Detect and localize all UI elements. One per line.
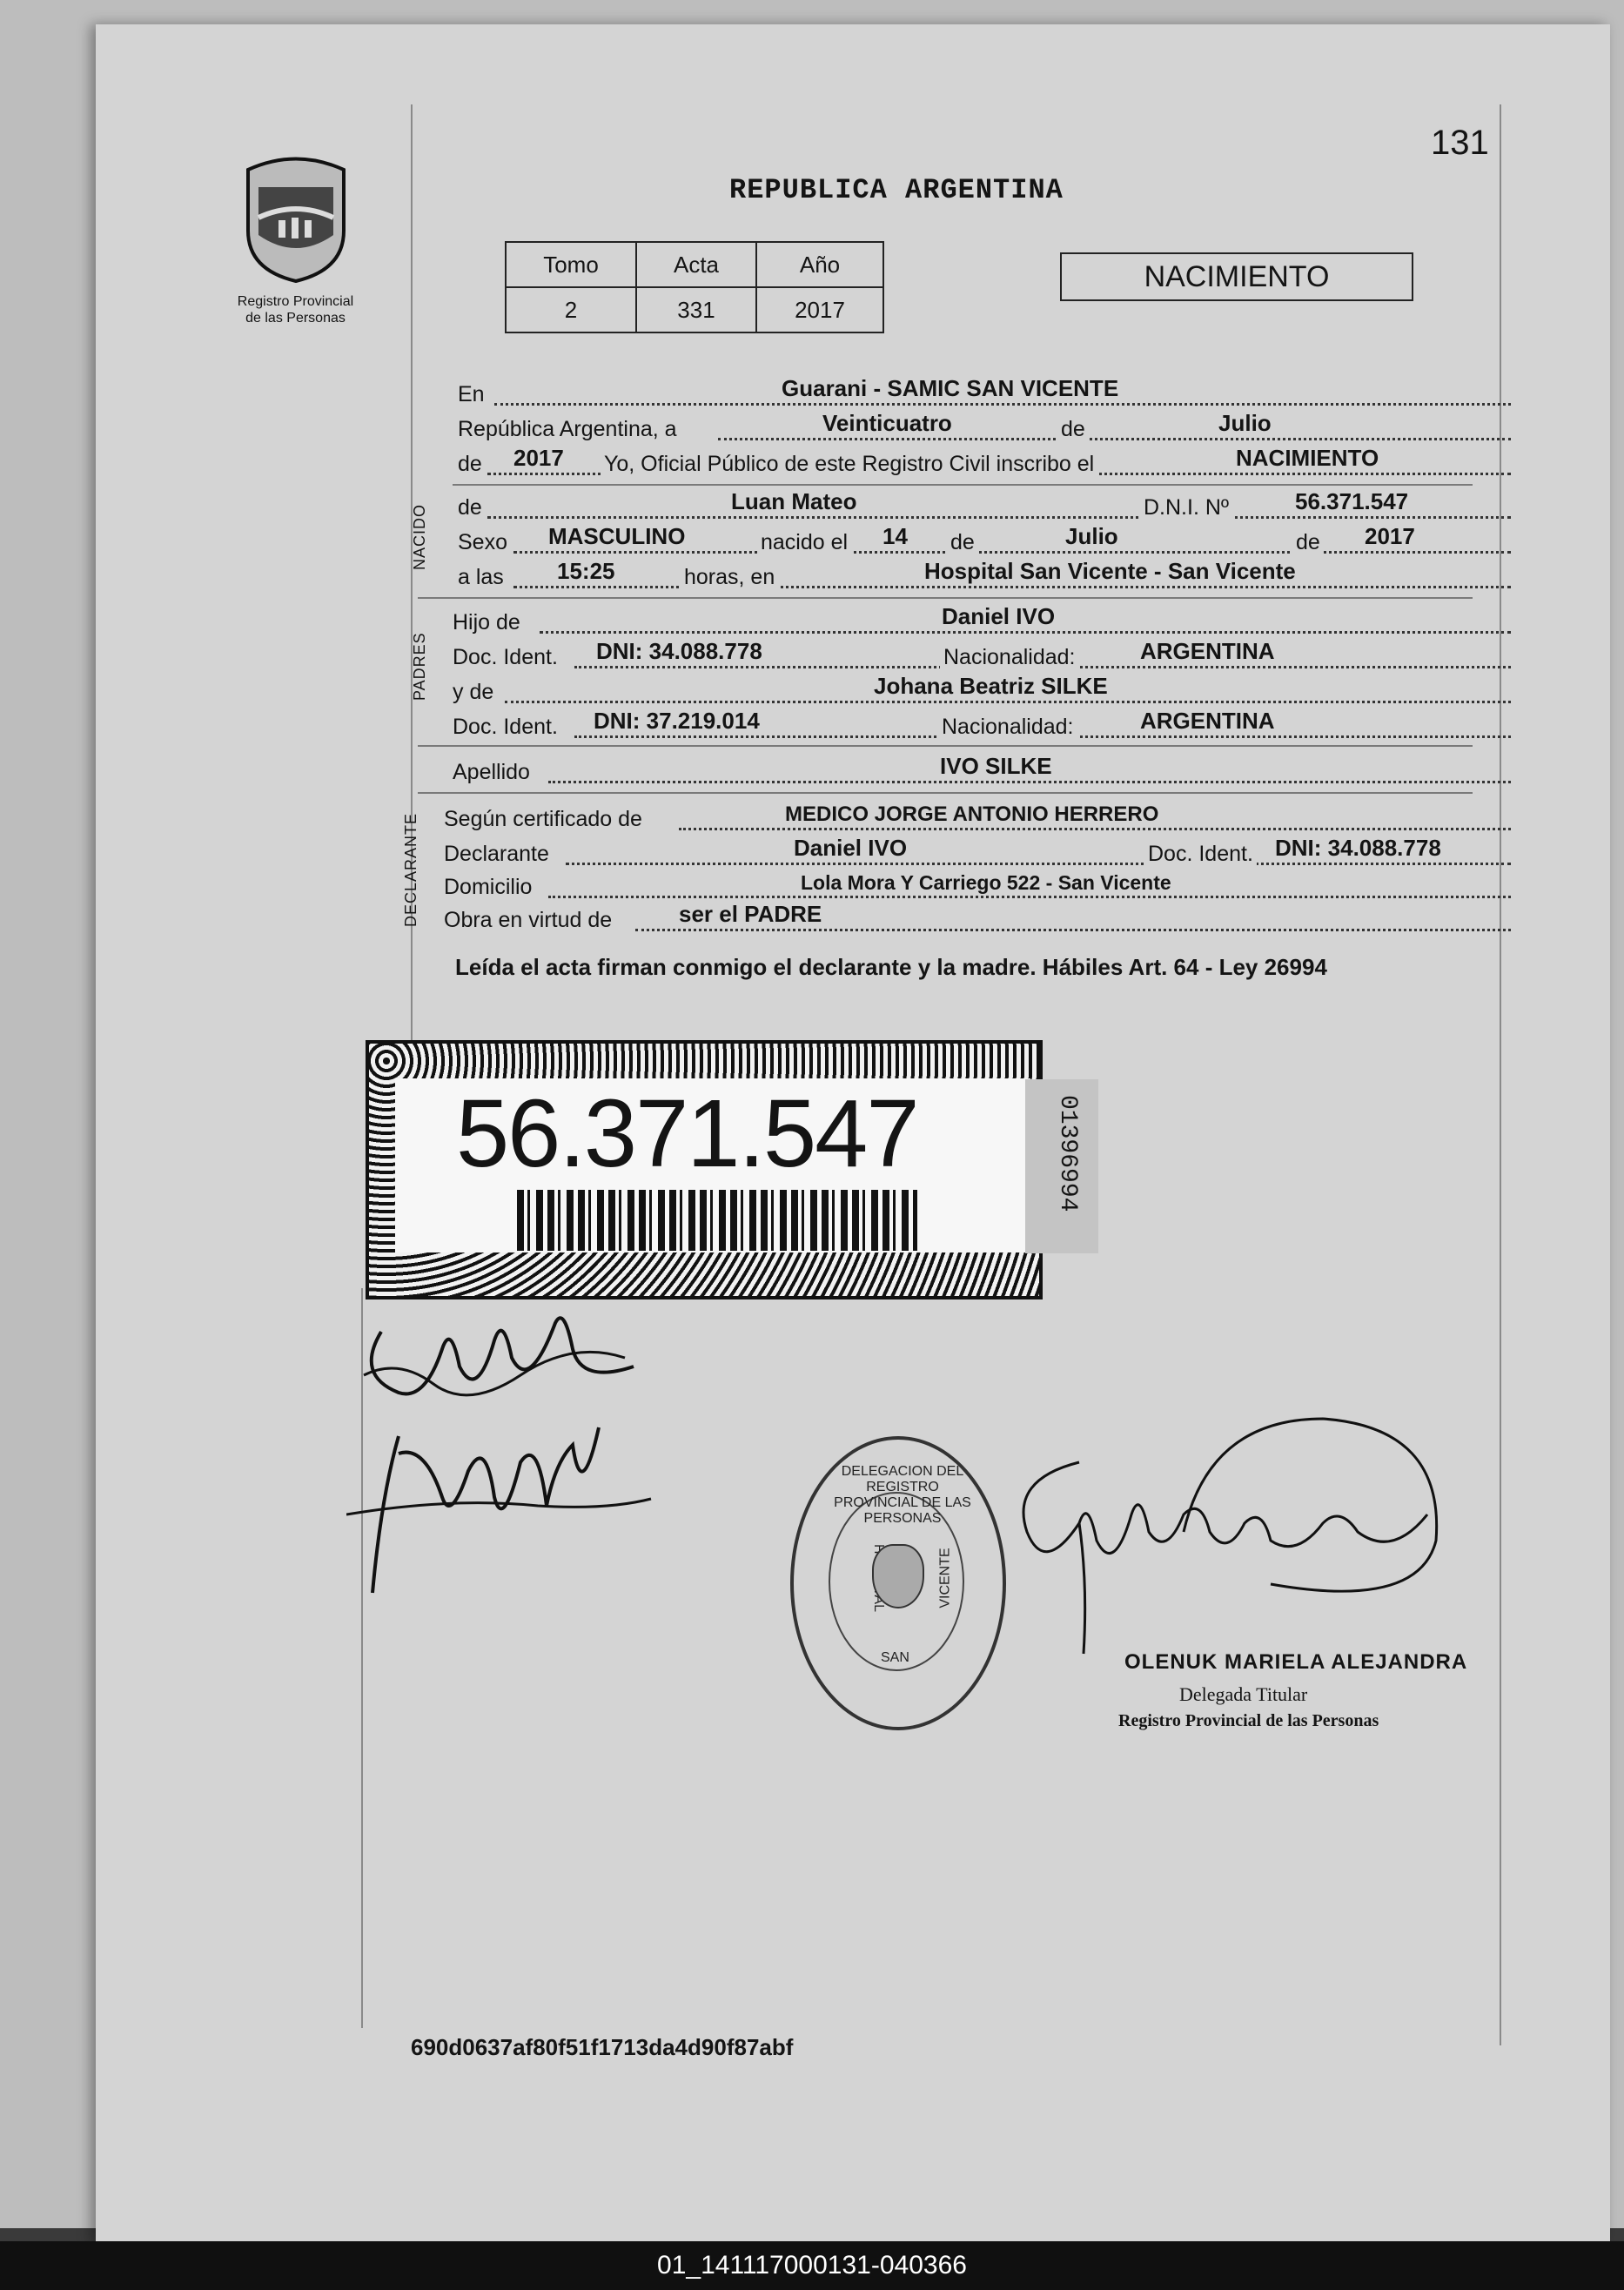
tomo-value: 2	[506, 287, 636, 332]
dotted-leader	[494, 403, 1511, 406]
certificado-value: MEDICO JORGE ANTONIO HERRERO	[785, 803, 1159, 826]
anio-header: Año	[756, 242, 883, 287]
sticker-side-code: 01396994	[1054, 1095, 1081, 1212]
father-nationality: ARGENTINA	[1140, 638, 1275, 664]
de5-label: de	[1292, 530, 1324, 555]
mother-name: Johana Beatriz SILKE	[874, 673, 1108, 699]
row-obra	[444, 900, 1520, 935]
document-title: REPUBLICA ARGENTINA	[729, 174, 1064, 206]
obra-label: Obra en virtud de	[444, 908, 613, 932]
official-stamp	[790, 1436, 1006, 1730]
dni-sticker-panel	[395, 1078, 1030, 1252]
birth-time: 15:25	[557, 558, 615, 584]
section-divider	[418, 597, 1473, 599]
row-padre	[453, 602, 1520, 637]
de-label: de	[1057, 417, 1089, 442]
dotted-leader	[548, 896, 1511, 898]
book-reference-table	[505, 241, 884, 333]
nacionalidad-label: Nacionalidad:	[938, 715, 1077, 740]
row-republica	[453, 409, 1520, 444]
row-inscribo	[453, 444, 1520, 479]
month-value: Julio	[1218, 410, 1272, 436]
row-apellido	[453, 752, 1520, 787]
dotted-leader	[635, 929, 1511, 931]
inscribe-value: NACIMIENTO	[1236, 445, 1379, 471]
doc-ident-label: Doc. Ident.	[453, 715, 558, 739]
dotted-leader	[487, 516, 1511, 519]
declarante-doc: DNI: 34.088.778	[1275, 835, 1441, 861]
hijo-label: Hijo de	[453, 610, 520, 635]
acta-value: 331	[636, 287, 756, 332]
child-dni: 56.371.547	[1295, 488, 1409, 514]
stamp-inner-right: VICENTE	[937, 1548, 953, 1608]
domicilio-value: Lola Mora Y Carriego 522 - San Vicente	[801, 871, 1171, 894]
stamp-inner-bottom: SAN	[881, 1650, 909, 1665]
alas-label: a las	[458, 565, 504, 589]
sticker-side-tab	[1025, 1079, 1098, 1253]
anio-value: 2017	[756, 287, 883, 332]
birth-month: Julio	[1065, 523, 1118, 549]
stamp-crest-icon	[872, 1544, 924, 1608]
section-divider	[453, 484, 1473, 486]
row-child-name	[453, 487, 1520, 522]
de4-label: de	[947, 530, 978, 555]
row-madre-doc	[453, 707, 1520, 742]
crest-caption	[219, 293, 372, 326]
row-declarante	[444, 834, 1520, 869]
sexo-label: Sexo	[458, 530, 507, 554]
yde-label: y de	[453, 680, 494, 704]
obra-value: ser el PADRE	[679, 901, 822, 927]
official-role: Delegada Titular	[1179, 1683, 1308, 1705]
sexo-value: MASCULINO	[548, 523, 686, 549]
de2-label: de	[458, 452, 482, 476]
dotted-leader	[548, 781, 1511, 783]
section-divider	[418, 745, 1473, 747]
official-name: OLENUK MARIELA ALEJANDRA	[1124, 1650, 1468, 1674]
province-crest	[239, 152, 352, 283]
stamp-ring-text: DELEGACION DEL REGISTRO PROVINCIAL DE LAS PERSONAS	[834, 1464, 971, 1526]
row-certificado	[444, 799, 1520, 834]
page-number: 131	[1431, 124, 1489, 162]
scan-id-footer: 01_141117000131-040366	[0, 2241, 1624, 2290]
official-organization: Registro Provincial de las Personas	[1118, 1711, 1379, 1730]
row-en	[453, 374, 1520, 409]
en-label: En	[458, 382, 485, 406]
nacionalidad-label: Nacionalidad:	[940, 645, 1079, 670]
father-name: Daniel IVO	[942, 603, 1056, 629]
apellido-label: Apellido	[453, 760, 530, 784]
acta-header: Acta	[636, 242, 756, 287]
declarant-signature	[346, 1297, 660, 1610]
dotted-leader	[505, 701, 1511, 703]
segun-label: Según certificado de	[444, 807, 642, 831]
crest-caption-line1: Registro Provincial	[237, 294, 354, 309]
dni-sticker-number: 56.371.547	[456, 1080, 918, 1187]
row-padre-doc	[453, 637, 1520, 672]
day-text: Veinticuatro	[822, 410, 952, 436]
doc-ident-label: Doc. Ident.	[1144, 842, 1257, 867]
row-sexo	[453, 522, 1520, 557]
dotted-leader	[513, 551, 1511, 554]
row-domicilio	[444, 867, 1520, 902]
side-label-nacido: NACIDO	[411, 503, 428, 570]
horas-label: horas, en	[681, 565, 778, 590]
dni-sticker	[366, 1040, 1043, 1299]
dotted-leader	[679, 828, 1511, 830]
row-hora	[453, 557, 1520, 592]
side-label-declarante: DECLARANTE	[402, 812, 419, 927]
father-doc: DNI: 34.088.778	[596, 638, 762, 664]
record-type-box: NACIMIENTO	[1060, 252, 1413, 301]
row-madre	[453, 672, 1520, 707]
apellido-value: IVO SILKE	[940, 753, 1052, 779]
section-divider	[418, 792, 1473, 794]
tomo-header: Tomo	[506, 242, 636, 287]
doc-ident-label: Doc. Ident.	[453, 645, 558, 669]
official-signature	[1010, 1410, 1462, 1671]
document-hash: 690d0637af80f51f1713da4d90f87abf	[411, 2034, 794, 2060]
closing-text: Leída el acta firman conmigo el declarante y la madre. Hábiles Art. 64 - Ley 26994	[455, 954, 1327, 980]
inscribe-text: Yo, Oficial Público de este Registro Civil inscribo el	[601, 452, 1097, 477]
declarante-label: Declarante	[444, 842, 549, 866]
child-name: Luan Mateo	[731, 488, 857, 514]
dotted-leader	[718, 438, 1511, 440]
republica-label: República Argentina, a	[458, 417, 677, 441]
de3-label: de	[458, 495, 482, 520]
birth-place: Hospital San Vicente - San Vicente	[924, 558, 1296, 584]
nacido-label: nacido el	[757, 530, 851, 555]
birth-day: 14	[882, 523, 908, 549]
dotted-leader	[513, 586, 1511, 588]
domicilio-label: Domicilio	[444, 875, 533, 899]
declarante-name: Daniel IVO	[794, 835, 908, 861]
mother-doc: DNI: 37.219.014	[594, 708, 760, 734]
birth-year: 2017	[1365, 523, 1415, 549]
crest-caption-line2: de las Personas	[245, 311, 346, 326]
side-label-padres: PADRES	[411, 632, 428, 701]
dotted-leader	[540, 631, 1511, 634]
year-value: 2017	[513, 445, 564, 471]
dni-label: D.N.I. Nº	[1140, 495, 1232, 520]
en-value: Guarani - SAMIC SAN VICENTE	[782, 375, 1119, 401]
barcode	[517, 1190, 917, 1251]
mother-nationality: ARGENTINA	[1140, 708, 1275, 734]
dotted-leader	[566, 863, 1511, 865]
